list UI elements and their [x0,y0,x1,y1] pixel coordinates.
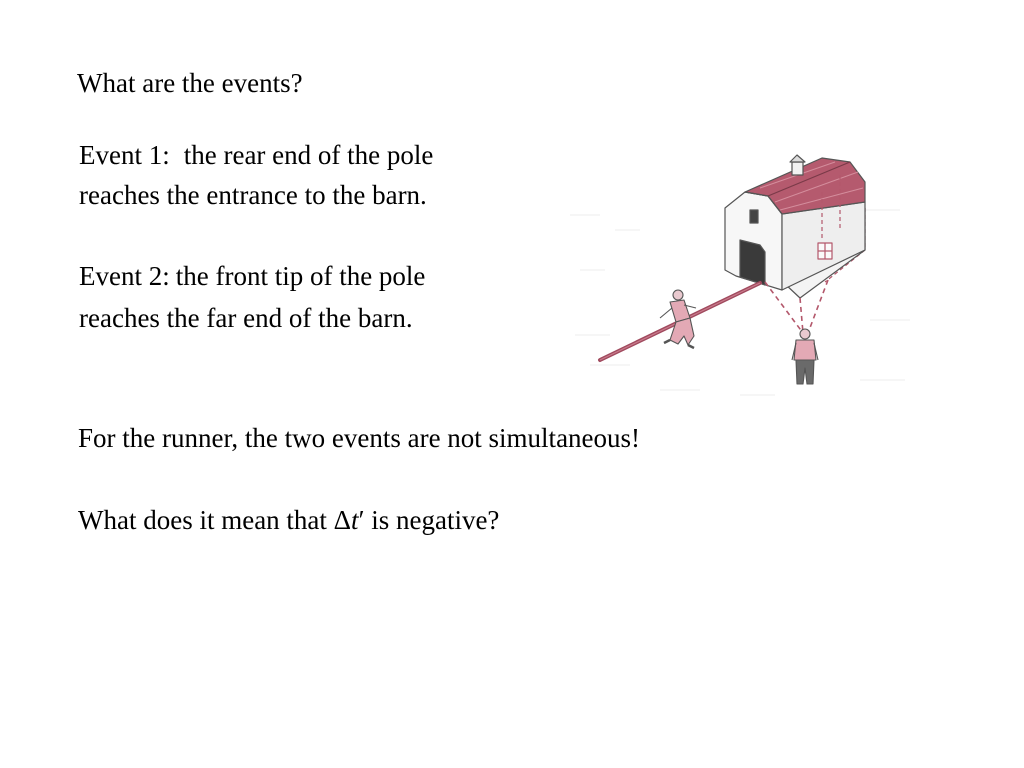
observer-figure [792,329,818,384]
event-2-line-2: reaches the far end of the barn. [79,303,413,333]
event-1-description: the rear end of the pole [183,140,434,170]
delta-symbol: Δ [333,505,352,535]
event-1-line-1 [79,135,433,175]
event-2-description: the front tip of the pole [175,261,426,291]
question-suffix: is negative? [364,505,500,535]
question-prefix: What does it mean that [78,505,334,535]
barn-door [740,240,765,285]
delta-t-question [78,500,499,540]
barn-cupola [792,162,803,175]
event-1-line-2: reaches the entrance to the barn. [79,180,427,210]
slide-heading: What are the events? [77,68,303,98]
event-2-label: Event 2: [79,261,170,291]
prime-symbol: ′ [358,505,365,535]
event-2-line-1 [79,256,425,296]
runner-statement: For the runner, the two events are not simultaneous! [78,423,641,453]
barn [725,155,865,298]
barn-gable-window [750,210,758,223]
event-1-label: Event 1: [79,140,170,170]
time-variable: t [351,505,359,535]
barn-pole-illustration [560,140,920,402]
runner-figure [660,290,696,348]
